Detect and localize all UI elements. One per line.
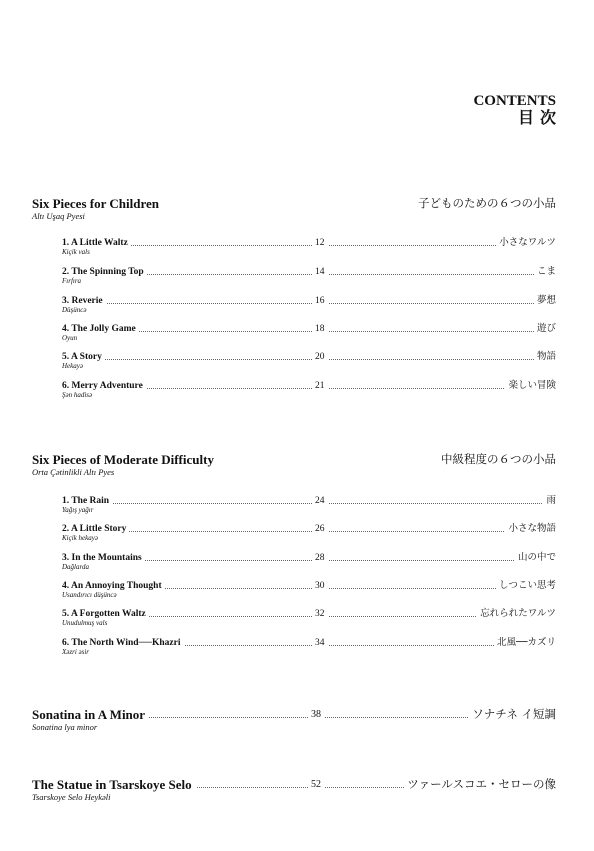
toc-entry-sonatina[interactable] [32,707,556,737]
entry-subtitle: Kiçik vals [62,248,90,256]
entry-subtitle: Tsarskoye Selo Heykəli [32,792,111,802]
dot-leader [62,359,556,360]
entry-title-ja: こま [534,266,556,278]
entry-title: 2. The Spinning Top [62,266,147,278]
contents-title-en: CONTENTS [473,93,556,109]
entry-title-ja: 北風──カズリ [494,637,556,649]
entry-title-ja: 小さなワルツ [496,237,556,249]
entry-subtitle: Düşüncə [62,306,87,314]
entry-title-ja: 物語 [534,351,556,363]
entry-subtitle: Sonatina lya minor [32,722,98,732]
entry-title-ja: 雨 [543,495,556,507]
entry-page: 34 [312,637,328,649]
entry-title: 6. Merry Adventure [62,380,146,392]
entry-page: 32 [312,608,328,620]
toc-entry[interactable] [62,295,556,317]
entry-page: 12 [312,237,328,249]
entry-subtitle: Kiçik hekayə [62,534,98,542]
entry-title-ja: 遊び [534,323,556,335]
entry-page: 21 [312,380,328,392]
toc-entry[interactable] [62,237,556,259]
entry-title-ja: 忘れられたワルツ [477,608,556,620]
entry-title: 5. A Forgotten Waltz [62,608,149,620]
entry-title: 1. The Rain [62,495,112,507]
entry-subtitle: Usandırıcı düşüncə [62,591,117,599]
entry-subtitle: Dağlarda [62,563,89,571]
entry-title-ja: ツァールスコエ・セローの像 [404,777,556,792]
entry-page: 18 [312,323,328,335]
entry-page: 26 [312,523,328,535]
entry-page: 28 [312,552,328,564]
entry-page: 16 [312,295,328,307]
entry-title: The Statue in Tsarskoye Selo [32,777,196,792]
entry-subtitle: Şən hadisə [62,391,93,399]
entry-title: 3. In the Mountains [62,552,145,564]
entry-page: 30 [312,580,328,592]
toc-entry[interactable] [62,323,556,345]
entry-page: 24 [312,495,328,507]
entry-subtitle: Xəzri əsir [62,648,90,656]
toc-entry[interactable] [62,608,556,630]
entry-subtitle: Oyun [62,334,78,342]
dot-leader [62,303,556,304]
dot-leader [62,245,556,246]
entry-title: 3. Reverie [62,295,106,307]
entry-subtitle: Hekayə [62,362,83,370]
entry-title: Sonatina in A Minor [32,707,149,722]
entry-page: 20 [312,351,328,363]
section-title-en: Six Pieces of Moderate Difficulty [32,452,214,467]
entry-title-ja: ソナチネ イ短調 [469,707,556,722]
entry-title-ja: 小さな物語 [505,523,556,535]
section-subtitle: Altı Uşaq Pyesi [32,211,85,221]
entry-subtitle: Fırfıra [62,277,82,285]
toc-entry-statue[interactable] [32,777,556,807]
entry-title: 4. The Jolly Game [62,323,139,335]
toc-entry[interactable] [62,495,556,517]
section-title-ja: 中級程度の６つの小品 [441,452,556,466]
toc-entry[interactable] [62,637,556,659]
entry-title-ja: しつこい思考 [496,580,556,592]
toc-entry[interactable] [62,351,556,373]
contents-heading [473,92,562,128]
toc-entry[interactable] [62,523,556,545]
entry-page: 14 [312,266,328,278]
entry-title-ja: 山の中で [515,552,556,564]
section-heading-moderate [32,452,556,482]
entry-title-ja: 楽しい冒険 [505,380,556,392]
section-title-en: Six Pieces for Children [32,196,159,211]
entry-title: 4. An Annoying Thought [62,580,165,592]
entry-page: 52 [308,777,324,792]
toc-entry[interactable] [62,380,556,402]
dot-leader [62,503,556,504]
toc-entry[interactable] [62,552,556,574]
section-title-ja: 子どものための６つの小品 [418,196,556,210]
toc-entry[interactable] [62,266,556,288]
entry-page: 38 [308,707,324,722]
entry-title: 5. A Story [62,351,105,363]
section-subtitle: Orta Çətinlikli Altı Pyes [32,467,115,477]
entry-title-ja: 夢想 [534,295,556,307]
entry-title: 6. The North Wind──Khazri [62,637,184,649]
entry-subtitle: Yağış yağır [62,506,94,514]
dot-leader [62,531,556,532]
entry-title: 1. A Little Waltz [62,237,131,249]
entry-title: 2. A Little Story [62,523,129,535]
section-heading-children [32,196,556,226]
contents-title-ja: 目次 [517,110,562,127]
toc-entry[interactable] [62,580,556,602]
entry-subtitle: Unudulmuş vals [62,619,108,627]
